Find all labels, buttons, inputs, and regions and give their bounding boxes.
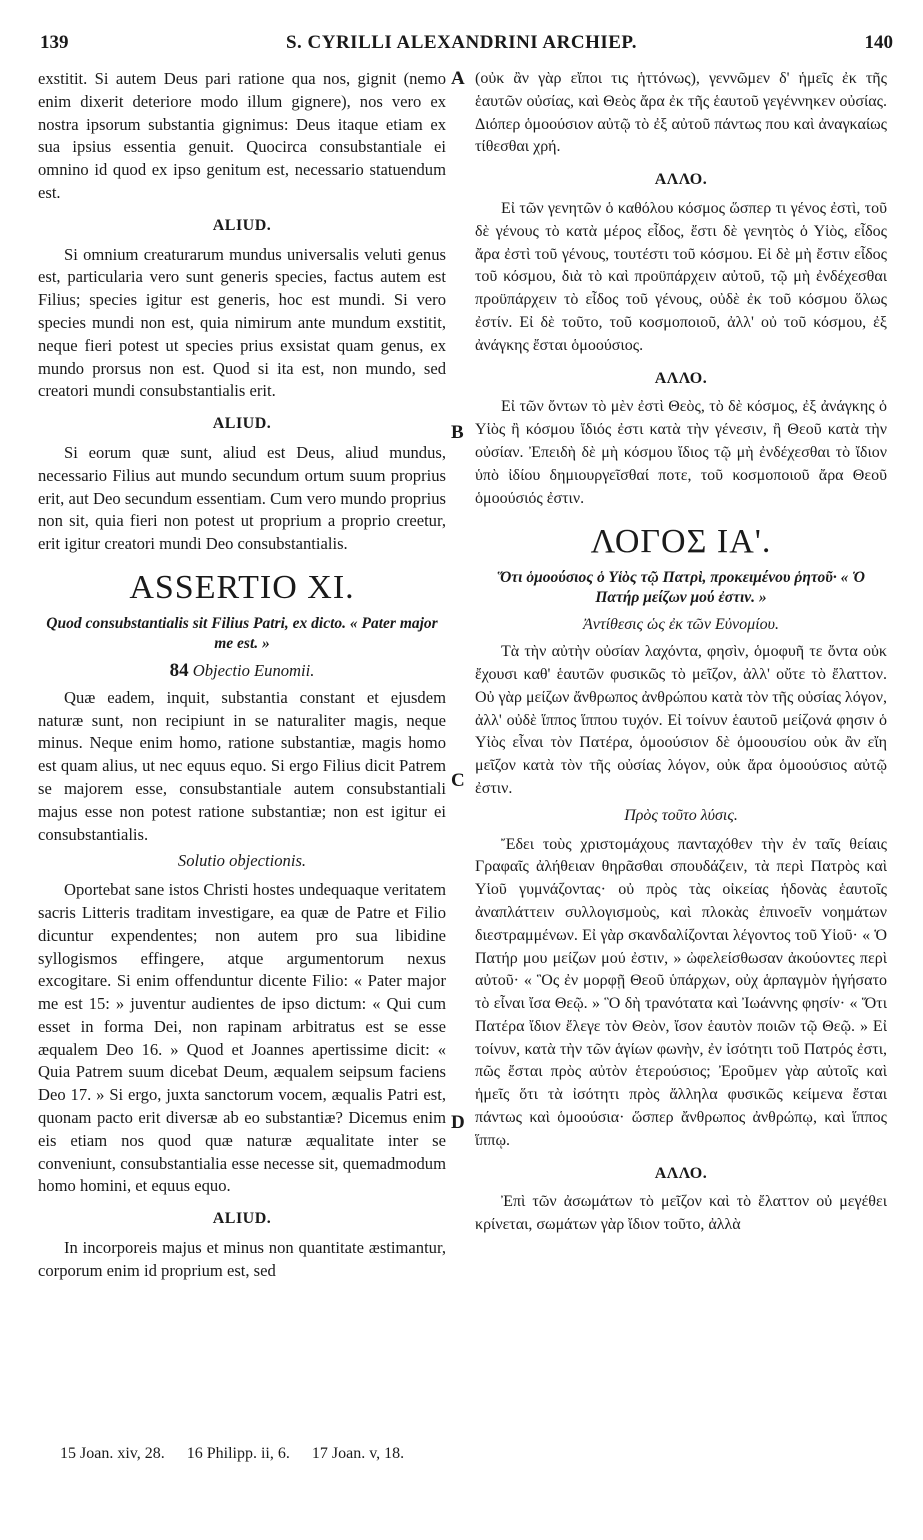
latin-paragraph-3: Si eorum quæ sunt, aliud est Deus, aliud mundus, necessario Filius aut mundo secundum ortum suum proprius erit, aut Deo secundum essentiam. Cum vero mundo proprius non sit, quia fieri non potest ut proprium a proprio creetur, erit igitur creatori mundi Deo consubstantialis.	[38, 442, 446, 554]
column-number: 84	[169, 659, 189, 681]
margin-letter-a: A	[451, 68, 465, 89]
latin-assertio-heading: ASSERTIO XI.	[129, 568, 355, 606]
latin-objection-title: Objectio Eunomii.	[192, 660, 315, 680]
footnote-17: 17 Joan. v, 18.	[311, 1445, 405, 1462]
greek-paragraph-4: Τὰ τὴν αὐτὴν οὐσίαν λαχόντα, φησὶν, ὁμοφυῆ τε ὄντα οὐκ ἔχουσι καθ' ἑαυτῶν φυσικῶς τὸ μεῖζον, ἀλλ' οὔτε τὸ ἔλαττον. Οὐ γὰρ μείζων ἄνθρωπος ἀνθρώπου κατὰ τὸν τῆς οὐσίας λόγον, ἀλλ' οὐδὲ ἵππος ἵππου τυχόν. Εἰ τοίνυν ἑαυτοῦ μείζονά φησιν ὁ Υἱὸς εἶναι τὸν Πατέρα, ὁμοούσιον δὲ ὁμοουσίου οὐκ ἂν εἴη μεῖζον κατὰ τὸν τῆς οὐσίας λόγον, οὐκ ἄρα ὁμοούσιος αὐτῷ ἐστιν.	[475, 643, 887, 797]
greek-paragraph-2: Εἰ τῶν γενητῶν ὁ καθόλου κόσμος ὥσπερ τι γένος ἐστὶ, τοῦ δὲ γένους τὸ κατὰ μέρος εἶδος, ἔστι δὲ γενητὸς ὁ Υἱὸς, εἶδος ἄρα ἐστὶ τοῦ γένους, τουτέστι τοῦ κόσμου. Εἰ δὲ μὴ ἔστιν εἶδος τοῦ κόσμου, διὰ τὸ καὶ προϋπάρχειν αὐτοῦ, τῷ μὴ ἐνδέχεσθαι προϋπάρχειν τὸ εἶδος τοῦ γένους, οὐδὲ ἐκ τοῦ κόσμου ὅλως ἐστίν. Εἰ δὲ τοῦτο, τοῦ κοσμοποιοῦ, ἀλλ' οὐ τοῦ κόσμου, ἐξ ἀνάγκης ἔσται ὁμοούσιος.	[475, 199, 887, 354]
running-header	[30, 32, 893, 58]
greek-heading-allo-1: ΑΛΛΟ.	[654, 171, 708, 189]
latin-paragraph-2: Si omnium creaturarum mundus universalis veluti genus est, particularia vero sunt generis species, factus autem est Filius; species igitur est generis, hoc est mundi. Si vero species mundi non est, quia nimirum ante mundum exstitit, neque fieri potest ut species prius exsistat quam genus, ex mundo prorsus non est. Quod si ita est, non mundo, sed creatori mundi consubstantialis erit.	[38, 244, 446, 401]
margin-letter-c: C	[451, 770, 465, 791]
greek-solutio-heading: Πρὸς τοῦτο λύσις.	[624, 806, 738, 824]
latin-paragraph-6: In incorporeis majus et minus non quantitate æstimantur, corporum enim id proprium est, sed	[38, 1238, 446, 1280]
footnotes	[60, 1445, 560, 1463]
latin-heading-aliud-1: ALIUD.	[212, 216, 272, 234]
latin-thesis: Quod consubstantialis sit Filius Patri, ex dicto. « Pater major me est. »	[46, 614, 438, 652]
latin-heading-aliud-2: ALIUD.	[212, 415, 272, 433]
latin-column	[38, 68, 446, 1283]
greek-logos-heading: ΛΟΓΟΣ ΙΑ'.	[590, 523, 772, 561]
greek-thesis: Ὅτι ὁμοούσιος ὁ Υἱὸς τῷ Πατρὶ, προκειμένου ῥητοῦ· « Ὁ Πατήρ μείζων μού ἐστιν. »	[497, 569, 865, 607]
page-number-right: 140	[864, 32, 893, 53]
greek-paragraph-1: (οὐκ ἂν γὰρ εἴποι τις ἡττόνως), γεννῶμεν δ' ἡμεῖς ἐκ τῆς ἑαυτῶν οὐσίας, καὶ Θεὸς ἄρα ἐκ τῆς ἑαυτοῦ γεγέννηκεν οὐσίας. Διόπερ ὁμοούσιον αὐτῷ τὸ ἐξ αὐτοῦ πάντως που καὶ ἀναγκαίως τίθεσθαι χρή.	[475, 70, 887, 156]
greek-heading-allo-3: ΑΛΛΟ.	[654, 1164, 708, 1182]
latin-paragraph-1: exstitit. Si autem Deus pari ratione qua nos, gignit (nemo enim dixerit deteriore modo illum gignere), nos vero ex nostra ipsorum substantia gignimus: Deus itaque etiam ex sua ipsius essentia genuit. Quocirca consubstantiale ei omnino id quod ex ipso genitum est, necessario statuendum est.	[38, 69, 446, 202]
latin-paragraph-4: Quæ eadem, inquit, substantia constant et ejusdem naturæ sunt, non recipiunt in se naturaliter magis, neque minus. Neque enim homo, ratione substantiæ, magis homo est quam alius, ut nec equus equo. Si ergo Filius dicit Patrem se majorem esse, consubstantiale autem consubstantiali majus esse non potest ratione substantiæ; non est igitur ei consubstantialis.	[38, 687, 446, 844]
latin-solutio-heading: Solutio objectionis.	[177, 851, 307, 871]
margin-letter-b: B	[451, 422, 464, 443]
running-title: S. CYRILLI ALEXANDRINI ARCHIEP.	[285, 32, 638, 53]
page-number-left: 139	[40, 32, 69, 53]
footnote-15: 15 Joan. xiv, 28.	[60, 1445, 165, 1462]
greek-heading-allo-2: ΑΛΛΟ.	[654, 369, 708, 387]
latin-objection-heading	[38, 660, 446, 683]
greek-paragraph-3: Εἰ τῶν ὄντων τὸ μὲν ἐστὶ Θεὸς, τὸ δὲ κόσμος, ἐξ ἀνάγκης ὁ Υἱὸς ἢ κόσμου ἴδιός ἐστι κατὰ τὴν γένεσιν, ἢ Θεοῦ κατὰ τὴν οὐσίαν. Ἐπειδὴ δὲ μὴ κόσμου ἴδιος τῷ μὴ ἐνδέχεσθαι τὸ ἴδιον ὑπὸ ἰδίου δημιουργεῖσθαί ποτε, τοῦ κοσμοποιοῦ ἄρα Θεοῦ ὁμοούσιός ἐστιν.	[475, 398, 887, 507]
greek-paragraph-5: Ἔδει τοὺς χριστομάχους πανταχόθεν τὴν ἐν ταῖς θείαις Γραφαῖς ἀλήθειαν θηρᾶσθαι σπουδάζειν, τὰ περὶ Πατρὸς καὶ Υἱοῦ γυμνάζοντας· οὐ πρὸς τὰς οἰκείας ἡδονὰς ἑαυτοῖς ἀναπλάττειν συλλογισμοὺς, καὶ πλοκὰς ἐπινοεῖν νοημάτων διεστραμμένων. Εἰ γὰρ σκανδαλίζονται λέγοντος τοῦ Υἱοῦ· « Ὁ Πατήρ μου μείζων μού ἐστιν, » ὠφελείσθωσαν ἀκούοντες περὶ αὐτοῦ· « Ὃς ἐν μορφῇ Θεοῦ ὑπάρχων, οὐχ ἁρπαγμὸν ἡγήσατο τὸ εἶναι ἴσα Θεῷ. » Ὃ δὴ τρανότατα καὶ Ἰωάννης φησίν· « Ὅτι Πατέρα ἴδιον ἔλεγε τὸν Θεὸν, ἴσον ἑαυτὸν ποιῶν τῷ Θεῷ. » Εἰ τοίνυν, κατὰ τὴν τῶν ἁγίων φωνὴν, ἐν ἰσότητι τοῦ Πατρός ἐστι, πῶς ἔσται πρὸς αὐτὸν ἑτερούσιος; Ἐροῦμεν γὰρ αὐτοῖς καὶ ἡμεῖς ὅτι τὰ ἰσότητι πρὸς ἄλληλα φυσικῶς κείμενα ἔσται πάντως καὶ ὁμοούσια· ὥσπερ ἄνθρωπος ἀνθρώπῳ, καὶ ἵππος ἵππῳ.	[475, 835, 887, 1149]
greek-column	[475, 68, 887, 1237]
footnote-16: 16 Philipp. ii, 6.	[186, 1445, 290, 1462]
greek-objection-title: Ἀντίθεσις ὡς ἐκ τῶν Εὐνομίου.	[583, 616, 779, 634]
margin-letter-d: D	[451, 1112, 465, 1133]
latin-paragraph-5: Oportebat sane istos Christi hostes undequaque veritatem sacris Litteris traditam investigare, ea quæ de Patre et Filio dicuntur expendentes; non autem pro sua libidine syllogismos effingere, atque argumentorum nexus excogitare. Si enim offenduntur dicente Filio: « Pater major me est 15: » juventur audientes de ipso dictum: « Qui cum esset in forma Dei, non rapinam arbitratus est se esse æqualem Deo 16. » Quod et Joannes apertissime dicit: « Quia Patrem suum dicebat Deum, æqualem seipsum faciens Deo 17. » Si ergo, juxta sanctorum vocem, æqualis Patri est, quonam pacto erit diversæ ab eo substantiæ? Dicemus enim eis etiam nos quod quæ naturæ æqualitate inter se conveniunt, consubstantialia esse necesse sit, quemadmodum homo homini, et equus equo.	[38, 880, 446, 1196]
latin-heading-aliud-3: ALIUD.	[212, 1210, 272, 1228]
greek-paragraph-6: Ἐπὶ τῶν ἀσωμάτων τὸ μεῖζον καὶ τὸ ἔλαττον οὐ μεγέθει κρίνεται, σωμάτων γὰρ ἴδιον τοῦτο, ἀλλὰ	[475, 1193, 887, 1234]
